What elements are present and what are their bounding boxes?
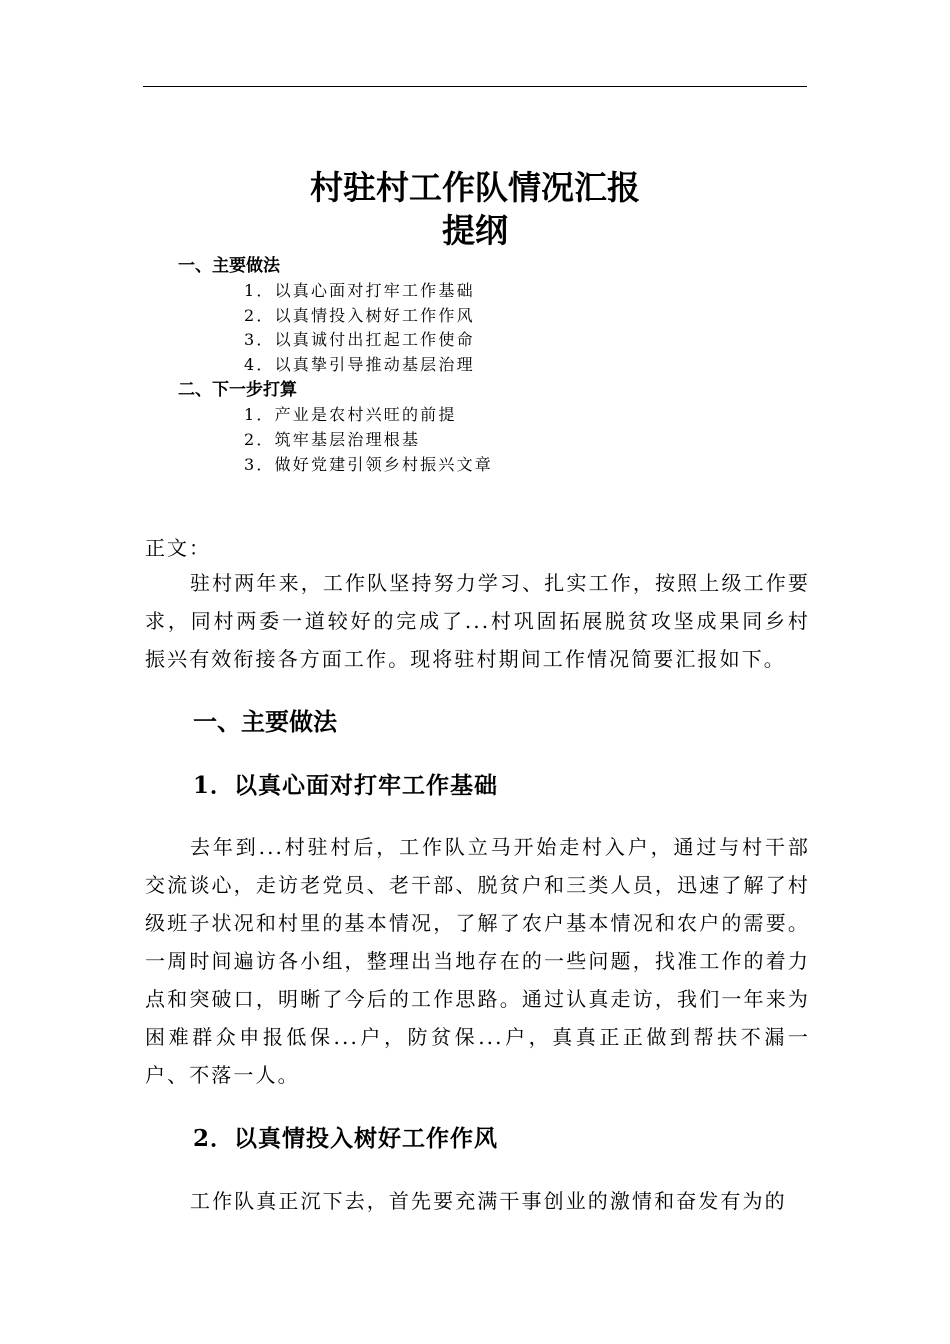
- body-label: 正文：: [145, 536, 211, 560]
- subsection-heading-2: 2．以真情投入树好工作作风: [193, 1125, 499, 1152]
- outline-item: 2．筑牢基层治理根基: [244, 430, 421, 449]
- intro-paragraph: [145, 564, 810, 678]
- outline-item: 1．以真心面对打牢工作基础: [244, 281, 475, 300]
- subsection-2-text: 工作队真正沉下去，首先要充满干事创业的激情和奋发有为的: [190, 1189, 787, 1213]
- outline-item: 1．产业是农村兴旺的前提: [244, 405, 457, 424]
- outline-item: 3．做好党建引领乡村振兴文章: [244, 455, 493, 474]
- outline-section-1: 一、主要做法: [178, 256, 280, 276]
- header-rule: [143, 86, 807, 87]
- outline-item: 3．以真诚付出扛起工作使命: [244, 330, 475, 349]
- intro-text: 驻村两年来，工作队坚持努力学习、扎实工作，按照上级工作要求，同村两委一道较好的完成了...村巩固拓展脱贫攻坚成果同乡村振兴有效衔接各方面工作。现将驻村期间工作情况简要汇报如下。: [145, 571, 810, 671]
- outline-item: 2．以真情投入树好工作作风: [244, 306, 475, 325]
- outline-item: 4．以真挚引导推动基层治理: [244, 355, 475, 374]
- document-title: 村驻村工作队情况汇报: [310, 168, 640, 207]
- subsection-heading-1: 1．以真心面对打牢工作基础: [193, 772, 499, 799]
- section-heading-main-practices: 一、主要做法: [193, 708, 337, 736]
- document-subtitle: 提纲: [442, 211, 508, 250]
- outline-section-2: 二、下一步打算: [178, 380, 297, 400]
- subsection-2-paragraph: [145, 1182, 810, 1220]
- subsection-1-paragraph: [145, 828, 810, 1094]
- subsection-1-text: 去年到...村驻村后，工作队立马开始走村入户，通过与村干部交流谈心，走访老党员、老干部、脱贫户和三类人员，迅速了解了村级班子状况和村里的基本情况，了解了农户基本情况和农户的需要。一周时间遍访各小组，整理出当地存在的一些问题，找准工作的着力点和突破口，明晰了今后的工作思路。通过认真走访，我们一年来为困难群众申报低保...户，防贫保...户，真真正正做到帮扶不漏一户、不落一人。: [145, 835, 810, 1087]
